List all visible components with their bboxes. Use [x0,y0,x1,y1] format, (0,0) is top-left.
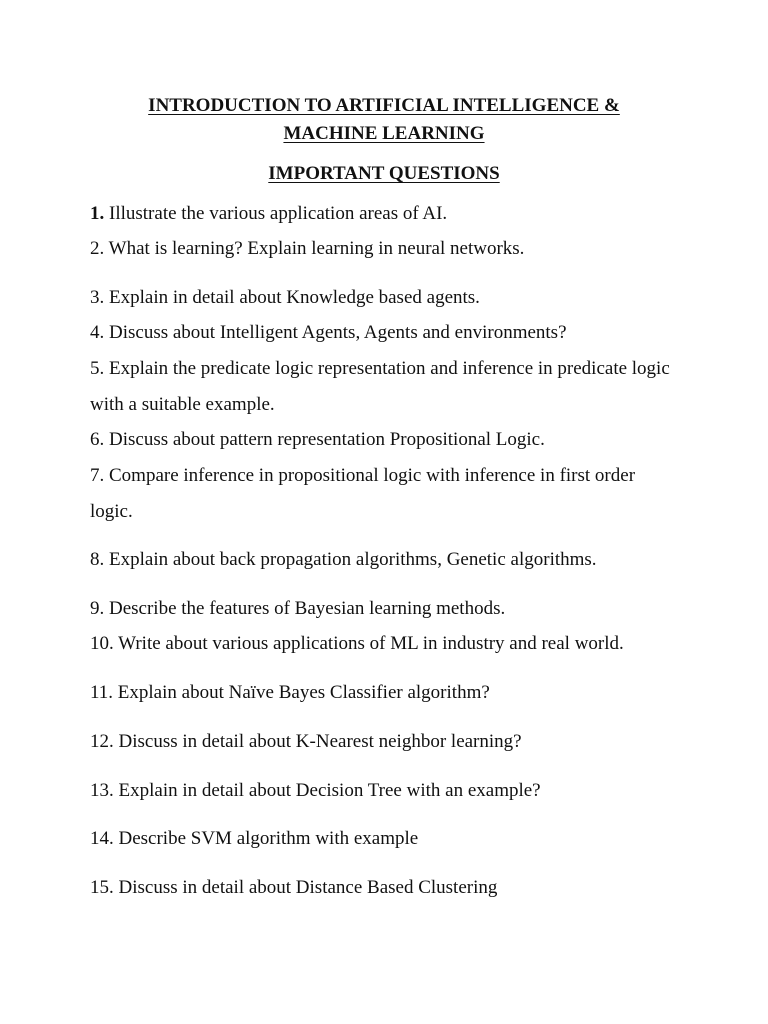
question-9 [90,591,690,627]
question-text: What is learning? Explain learning in neural networks. [108,238,525,259]
question-text: Compare inference in propositional logic with inference in first order logic. [90,465,636,522]
question-number: 8. [90,549,105,570]
question-text: Explain in detail about Decision Tree with an example? [118,780,541,801]
question-text: Explain the predicate logic representation and inference in predicate logic with a suitable example. [90,358,670,415]
question-number: 2. [90,238,105,259]
question-13 [90,773,690,809]
question-8 [90,542,690,578]
section-heading: IMPORTANT QUESTIONS [268,163,500,184]
question-text: Describe the features of Bayesian learning methods. [109,598,506,619]
question-text: Discuss about pattern representation Propositional Logic. [109,429,545,450]
question-text: Explain in detail about Knowledge based agents. [109,287,480,308]
question-text: Explain about Naïve Bayes Classifier algorithm? [117,682,490,703]
question-text: Describe SVM algorithm with example [118,828,419,849]
question-11 [90,675,690,711]
question-4 [90,315,690,351]
question-number: 14. [90,828,114,849]
question-text: Write about various applications of ML in industry and real world. [118,633,624,654]
question-3 [90,280,690,316]
question-text: Explain about back propagation algorithms, Genetic algorithms. [109,549,597,570]
question-number: 6. [90,429,105,450]
document-title-line-2: MACHINE LEARNING [283,123,485,144]
question-number: 3. [90,287,105,308]
question-7 [90,458,680,530]
question-15 [90,870,690,906]
question-number: 13. [90,780,114,801]
question-number: 12. [90,731,114,752]
question-10 [90,626,710,662]
document-title-line-1: INTRODUCTION TO ARTIFICIAL INTELLIGENCE & [148,95,620,116]
question-number: 9. [90,598,105,619]
question-number: 4. [90,322,105,343]
question-2 [90,231,690,267]
question-number: 11. [90,682,114,703]
question-1 [90,196,690,232]
question-12 [90,724,690,760]
question-text: Discuss in detail about Distance Based Clustering [118,877,498,898]
question-number: 5. [90,358,105,379]
question-number: 7. [90,465,105,486]
question-text: Discuss in detail about K-Nearest neighbor learning? [118,731,522,752]
question-text: Illustrate the various application areas of AI. [109,203,448,224]
question-6 [90,422,690,458]
question-number: 1. [90,203,105,224]
question-5 [90,351,670,423]
question-14 [90,821,690,857]
question-number: 10. [90,633,114,654]
question-number: 15. [90,877,114,898]
question-text: Discuss about Intelligent Agents, Agents and environments? [109,322,567,343]
